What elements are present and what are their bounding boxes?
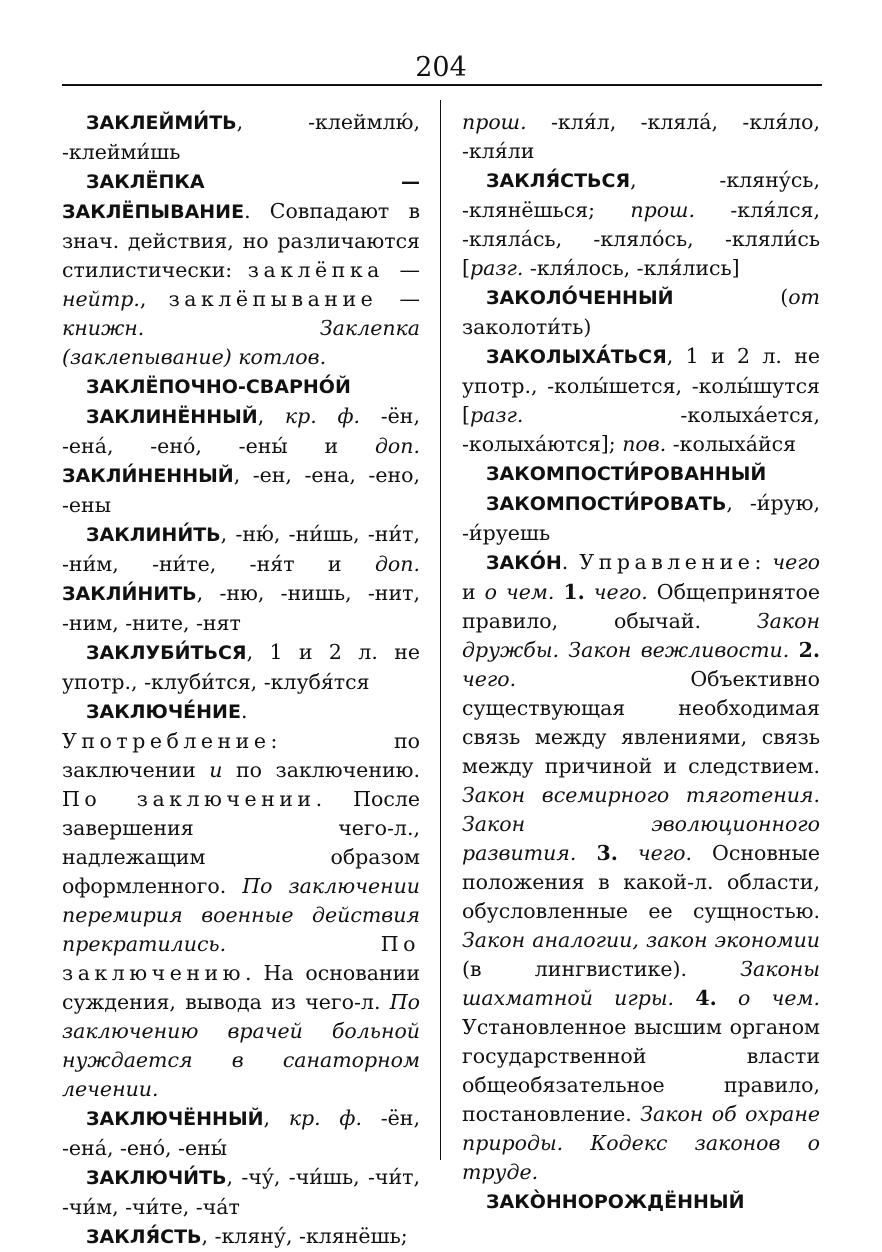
italic-text: прош. bbox=[462, 110, 527, 134]
entry-text bbox=[226, 932, 381, 956]
headword: ЗАКЛИНЁННЫЙ bbox=[86, 406, 258, 428]
headword: ЗАКЛЮЧИ́ТЬ bbox=[86, 1167, 227, 1189]
headword: ЗАКО́Н bbox=[486, 552, 562, 574]
headword: ЗАКЛЮЧЁННЫЙ bbox=[86, 1108, 264, 1130]
entry-text bbox=[674, 986, 695, 1010]
right-column bbox=[462, 108, 820, 1217]
italic-text: прош. bbox=[630, 198, 695, 222]
dictionary-entry-zakleymit bbox=[62, 108, 420, 167]
entry-text bbox=[789, 638, 798, 662]
entry-text bbox=[576, 841, 596, 865]
headword: ЗАКЛУБИ́ТЬСЯ bbox=[86, 642, 247, 664]
entry-text: . На основании суждения, вывода из чего-л. bbox=[62, 961, 420, 1014]
dictionary-entry-zakompostirovat bbox=[462, 489, 820, 548]
spaced-text: заклёпка bbox=[247, 258, 384, 282]
entry-text: — bbox=[383, 258, 420, 282]
entry-text: ( bbox=[673, 285, 789, 309]
italic-text: По заключении перемирия военные действия прекратились. bbox=[62, 874, 420, 956]
italic-text: доп. bbox=[374, 552, 420, 576]
italic-text: Закон об охране природы. Кодекс законов о труде. bbox=[462, 1102, 820, 1184]
entry-text: : bbox=[754, 550, 773, 574]
entry-text: -кля́лось, -кля́лись] bbox=[523, 256, 740, 280]
spaced-text: Употребление bbox=[62, 729, 271, 753]
headword: ЗАКЛЮЧЕ́НИЕ bbox=[86, 701, 241, 723]
headword: ЗАКОЛЫХА́ТЬСЯ bbox=[486, 346, 667, 368]
entry-text: -кля́л, -кляла́, -кля́ло, -кля́ли bbox=[462, 110, 820, 163]
spaced-text: По заключению bbox=[62, 932, 420, 985]
headword: ЗАКЛИ́НЕННЫЙ bbox=[62, 465, 234, 487]
entry-text: , -кляну́сь, -клянёшься; bbox=[462, 168, 820, 222]
italic-text: чего bbox=[772, 550, 820, 574]
entry-text: . bbox=[240, 699, 248, 723]
dictionary-entry-zaklyuchit bbox=[62, 1163, 420, 1222]
headword: ЗАКЛИ́НИТЬ bbox=[62, 583, 197, 605]
entry-text bbox=[717, 986, 738, 1010]
entry-text: , -ню́, -ни́шь, -ни́т, -ни́м, -ни́те, -ня́т и bbox=[62, 522, 420, 576]
italic-text: доп. bbox=[374, 434, 420, 458]
entry-text: , bbox=[263, 1106, 289, 1130]
entry-text: , -и́рую, -и́руешь bbox=[462, 491, 820, 545]
headword: ЗАКО̀ННОРОЖДЁННЫЙ bbox=[486, 1191, 745, 1213]
italic-text: Законы шахматной игры. bbox=[462, 957, 820, 1010]
entry-text bbox=[554, 580, 563, 604]
entry-text: : по заключении bbox=[62, 729, 420, 782]
spaced-text: По заключении bbox=[62, 787, 316, 811]
headword: ЗАКЛЯ́СТЬСЯ bbox=[486, 170, 631, 192]
headword: ЗАКОЛО́ЧЕННЫЙ bbox=[486, 287, 674, 309]
dictionary-entry-zaklinenny bbox=[62, 402, 420, 520]
dictionary-entry-zaklyuchenny bbox=[62, 1104, 420, 1163]
entry-text bbox=[585, 580, 594, 604]
entry-text: , -клеймлю́, -клейми́шь bbox=[62, 110, 420, 164]
entry-text: Основные положения в какой-л. области, обусловленные ее сущностью. bbox=[462, 841, 820, 923]
entry-text: -ён, -ена́, -ено́, -ены́ и bbox=[62, 404, 420, 458]
page-number: 204 bbox=[415, 52, 467, 83]
italic-text: Закон всемирного тяготения. Закон эволюционного развития. bbox=[462, 783, 820, 865]
dictionary-entry-zaklubitsya bbox=[62, 638, 420, 697]
dictionary-entry-zaklyuchenie bbox=[62, 697, 420, 1104]
left-column bbox=[62, 108, 420, 1252]
italic-text: пов. bbox=[622, 432, 667, 456]
entry-text: -колыха́ется, -колыха́ются]; bbox=[462, 403, 820, 456]
sense-number: 1. bbox=[563, 580, 585, 604]
italic-text: чего. bbox=[462, 667, 517, 691]
entry-text: , -ню, -нишь, -нит, -ним, -ните, -нят bbox=[62, 581, 420, 635]
entry-text: , -ен, -ена, -ено, -ены bbox=[62, 463, 420, 517]
column-divider bbox=[440, 100, 441, 1160]
entry-text: , 1 и 2 л. не употр., -колы́шется, -колы́шутся [ bbox=[462, 344, 820, 427]
headword: ЗАКОМПОСТИ́РОВАТЬ bbox=[486, 493, 727, 515]
dictionary-entry-zakolykhatsya bbox=[462, 342, 820, 459]
entry-text: Общепринятое правило, обычай. bbox=[462, 580, 820, 633]
entry-text: Установленное высшим органом государственной власти общеобязательное правило, постановление. bbox=[462, 1015, 820, 1126]
dictionary-entry-zaklepochno bbox=[62, 372, 420, 402]
dictionary-entry-zakon bbox=[462, 548, 820, 1187]
entry-text: , -кляну́, -клянёшь; bbox=[201, 1224, 408, 1248]
entry-text: Объективно существующая необходимая связь между явлениями, связь между причиной и следствием. bbox=[462, 667, 820, 778]
dictionary-entry-zaklyast-cont bbox=[462, 108, 820, 166]
headword: ЗАКЛЕЙМИ́ТЬ bbox=[86, 112, 237, 134]
italic-text: чего. bbox=[593, 580, 648, 604]
italic-text: кр. ф. bbox=[288, 1106, 362, 1130]
dictionary-entry-zaklepka bbox=[62, 167, 420, 372]
entry-text: . bbox=[561, 550, 580, 574]
dictionary-entry-zaklyast bbox=[62, 1222, 420, 1252]
italic-text: чего. bbox=[637, 841, 693, 865]
entry-text bbox=[618, 841, 638, 865]
italic-text: книжн. Заклепка (заклепывание) котлов. bbox=[62, 316, 420, 369]
italic-text: По заключению врачей больной нуждается в санаторном лечении. bbox=[62, 990, 420, 1101]
entry-text: , -чу́, -чи́шь, -чи́т, -чи́м, -чи́те, -ча́т bbox=[62, 1165, 420, 1219]
headword: ЗАКЛЯ́СТЬ bbox=[86, 1226, 202, 1248]
headword: ЗАКОМПОСТИ́РОВАННЫЙ bbox=[486, 463, 767, 485]
sense-number: 2. bbox=[798, 638, 820, 662]
entry-text: по заключению. bbox=[222, 758, 421, 782]
header-rule bbox=[62, 84, 822, 86]
entry-text: -ён, -ена́, -ено́, -ены́ bbox=[62, 1106, 420, 1160]
spaced-text: Управление bbox=[579, 550, 755, 574]
entry-text: и bbox=[462, 580, 485, 604]
italic-text: Закон аналогии, закон экономии bbox=[462, 928, 820, 952]
entry-text: . Совпадают в знач. действия, но различаются стилистически: bbox=[62, 199, 420, 282]
italic-text: Закон дружбы. Закон вежливости. bbox=[462, 609, 820, 662]
sense-number: 3. bbox=[596, 841, 618, 865]
dictionary-entry-zakompostirovanny bbox=[462, 459, 820, 489]
dictionary-entry-zaklinit bbox=[62, 520, 420, 638]
spaced-text: заклёпывание bbox=[168, 287, 378, 311]
dictionary-entry-zakolochenny bbox=[462, 283, 820, 342]
italic-text: разг. bbox=[470, 256, 524, 280]
entry-text: -кля́лся, -кляла́сь, -кляло́сь, -кляли́сь [ bbox=[462, 198, 820, 280]
italic-text: разг. bbox=[470, 403, 524, 427]
dictionary-entry-zaklyastsya bbox=[462, 166, 820, 283]
entry-text: , 1 и 2 л. не употр., -клуби́тся, -клубя́тся bbox=[62, 640, 420, 694]
headword: ЗАКЛИНИ́ТЬ bbox=[86, 524, 221, 546]
headword: ЗАКЛЁПКА — ЗАКЛЁПЫВАНИЕ bbox=[62, 171, 420, 223]
entry-text: . После завершения чего-л., надлежащим образом оформленного. bbox=[62, 787, 420, 898]
italic-text: и bbox=[209, 758, 223, 782]
italic-text: кр. ф. bbox=[284, 404, 361, 428]
italic-text: от bbox=[788, 285, 820, 309]
italic-text: нейтр. bbox=[62, 287, 140, 311]
italic-text: о чем. bbox=[484, 580, 555, 604]
entry-text: заколоти́ть) bbox=[462, 315, 592, 339]
headword: ЗАКЛЁПОЧНО-СВАРНО́Й bbox=[86, 376, 351, 398]
entry-text: -колыха́йся bbox=[666, 432, 797, 456]
entry-text: — bbox=[377, 287, 420, 311]
italic-text: о чем. bbox=[738, 986, 820, 1010]
entry-text: (в лингвистике). bbox=[462, 957, 741, 981]
sense-number: 4. bbox=[695, 986, 717, 1010]
entry-text: , bbox=[257, 404, 285, 428]
entry-text: , bbox=[139, 287, 169, 311]
